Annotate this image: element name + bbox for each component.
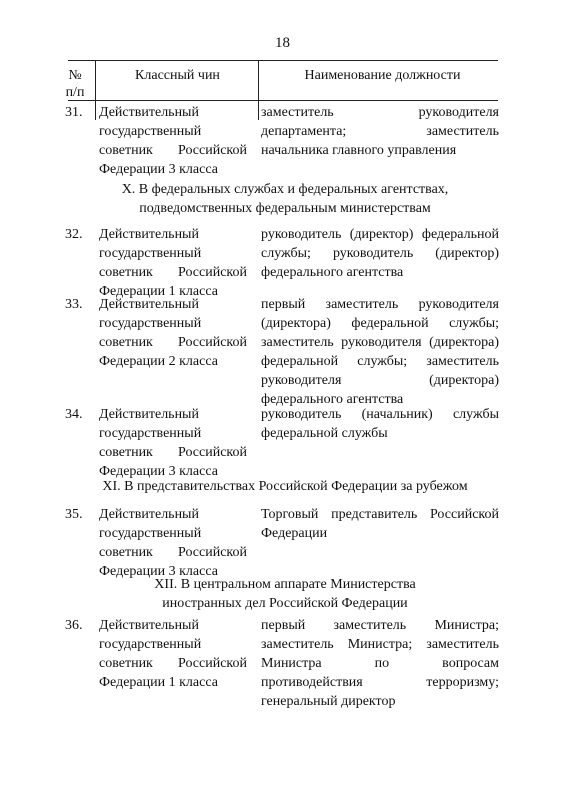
section-heading-x <box>60 180 510 218</box>
rank-line: Федерации 3 класса <box>99 564 218 579</box>
rank-line: советник Российской <box>99 143 247 158</box>
position-line: руководитель (начальник) службы <box>261 407 499 422</box>
section-heading-line: XII. В центральном аппарате Министерства <box>154 577 416 592</box>
rank-line: советник Российской <box>99 445 247 460</box>
rank-line: государственный <box>99 316 202 331</box>
row-number: 34. <box>65 407 83 422</box>
section-heading-line: XI. В представительствах Российской Федерации за рубежом <box>102 479 468 494</box>
rank-cell <box>99 405 247 481</box>
table-header-bottom-border <box>68 100 498 101</box>
section-heading-line: X. В федеральных службах и федеральных агентствах, <box>121 182 449 197</box>
position-line: первый заместитель Министра; <box>261 618 499 633</box>
rank-cell <box>99 225 247 301</box>
row-number: 36. <box>65 618 83 633</box>
rank-line: Федерации 3 класса <box>99 464 218 479</box>
position-line: федерального агентства <box>261 265 404 280</box>
rank-line: советник Российской <box>99 656 247 671</box>
rank-line: Действительный <box>99 618 199 633</box>
rank-line: государственный <box>99 124 202 139</box>
position-cell <box>261 225 499 282</box>
section-heading-line: подведомственных федеральным министерствам <box>139 201 431 216</box>
position-line: федеральной службы <box>261 426 388 441</box>
column-header-position: Наименование должности <box>304 68 461 83</box>
position-line: службы; руководитель (директор) <box>261 246 499 261</box>
section-heading-xii <box>60 575 510 613</box>
section-heading-line: иностранных дел Российской Федерации <box>162 596 408 611</box>
position-cell <box>261 103 499 160</box>
position-line: федерального агентства <box>261 392 404 407</box>
position-cell <box>261 405 499 443</box>
row-number: 32. <box>65 227 83 242</box>
rank-line: советник Российской <box>99 545 247 560</box>
section-heading-xi <box>60 477 510 496</box>
rank-line: Федерации 2 класса <box>99 354 218 369</box>
rank-line: Действительный <box>99 507 199 522</box>
position-line: генеральный директор <box>261 694 396 709</box>
position-line: руководителя (директора) <box>261 373 499 388</box>
rank-line: государственный <box>99 246 202 261</box>
position-line: Федерации <box>261 526 328 541</box>
column-header-rank: Классный чин <box>135 68 220 83</box>
rank-cell <box>99 103 247 179</box>
rank-cell <box>99 616 247 692</box>
rank-line: Федерации 3 класса <box>99 162 218 177</box>
rank-line: Федерации 1 класса <box>99 284 218 299</box>
rank-line: Федерации 1 класса <box>99 675 218 690</box>
position-cell <box>261 616 499 711</box>
rank-line: Действительный <box>99 297 199 312</box>
position-line: заместитель руководителя (директора) <box>261 335 499 350</box>
position-line: руководитель (директор) федеральной <box>261 227 499 242</box>
row-number: 35. <box>65 507 83 522</box>
position-line: Министра по вопросам <box>261 656 499 671</box>
position-line: заместитель Министра; заместитель <box>261 637 499 652</box>
position-cell <box>261 505 499 543</box>
row-number: 33. <box>65 297 83 312</box>
rank-cell <box>99 505 247 581</box>
rank-line: Действительный <box>99 105 199 120</box>
position-line: заместитель руководителя <box>261 105 499 120</box>
page-number: 18 <box>275 35 290 51</box>
position-line: начальника главного управления <box>261 143 457 158</box>
rank-line: советник Российской <box>99 265 247 280</box>
position-line: противодействия терроризму; <box>261 675 499 690</box>
rank-line: государственный <box>99 426 202 441</box>
position-line: департамента; заместитель <box>261 124 499 139</box>
rank-line: государственный <box>99 526 202 541</box>
rank-line: Действительный <box>99 407 199 422</box>
position-line: первый заместитель руководителя <box>261 297 499 312</box>
column-header-number: № п/п <box>65 68 85 100</box>
position-line: Торговый представитель Российской <box>261 507 499 522</box>
position-line: (директора) федеральной службы; <box>261 316 499 331</box>
rank-line: государственный <box>99 637 202 652</box>
rank-line: Действительный <box>99 227 199 242</box>
position-line: федеральной службы; заместитель <box>261 354 499 369</box>
rank-line: советник Российской <box>99 335 247 350</box>
table-top-border <box>68 60 498 61</box>
position-cell <box>261 295 499 409</box>
row-number: 31. <box>65 105 83 120</box>
rank-cell <box>99 295 247 371</box>
